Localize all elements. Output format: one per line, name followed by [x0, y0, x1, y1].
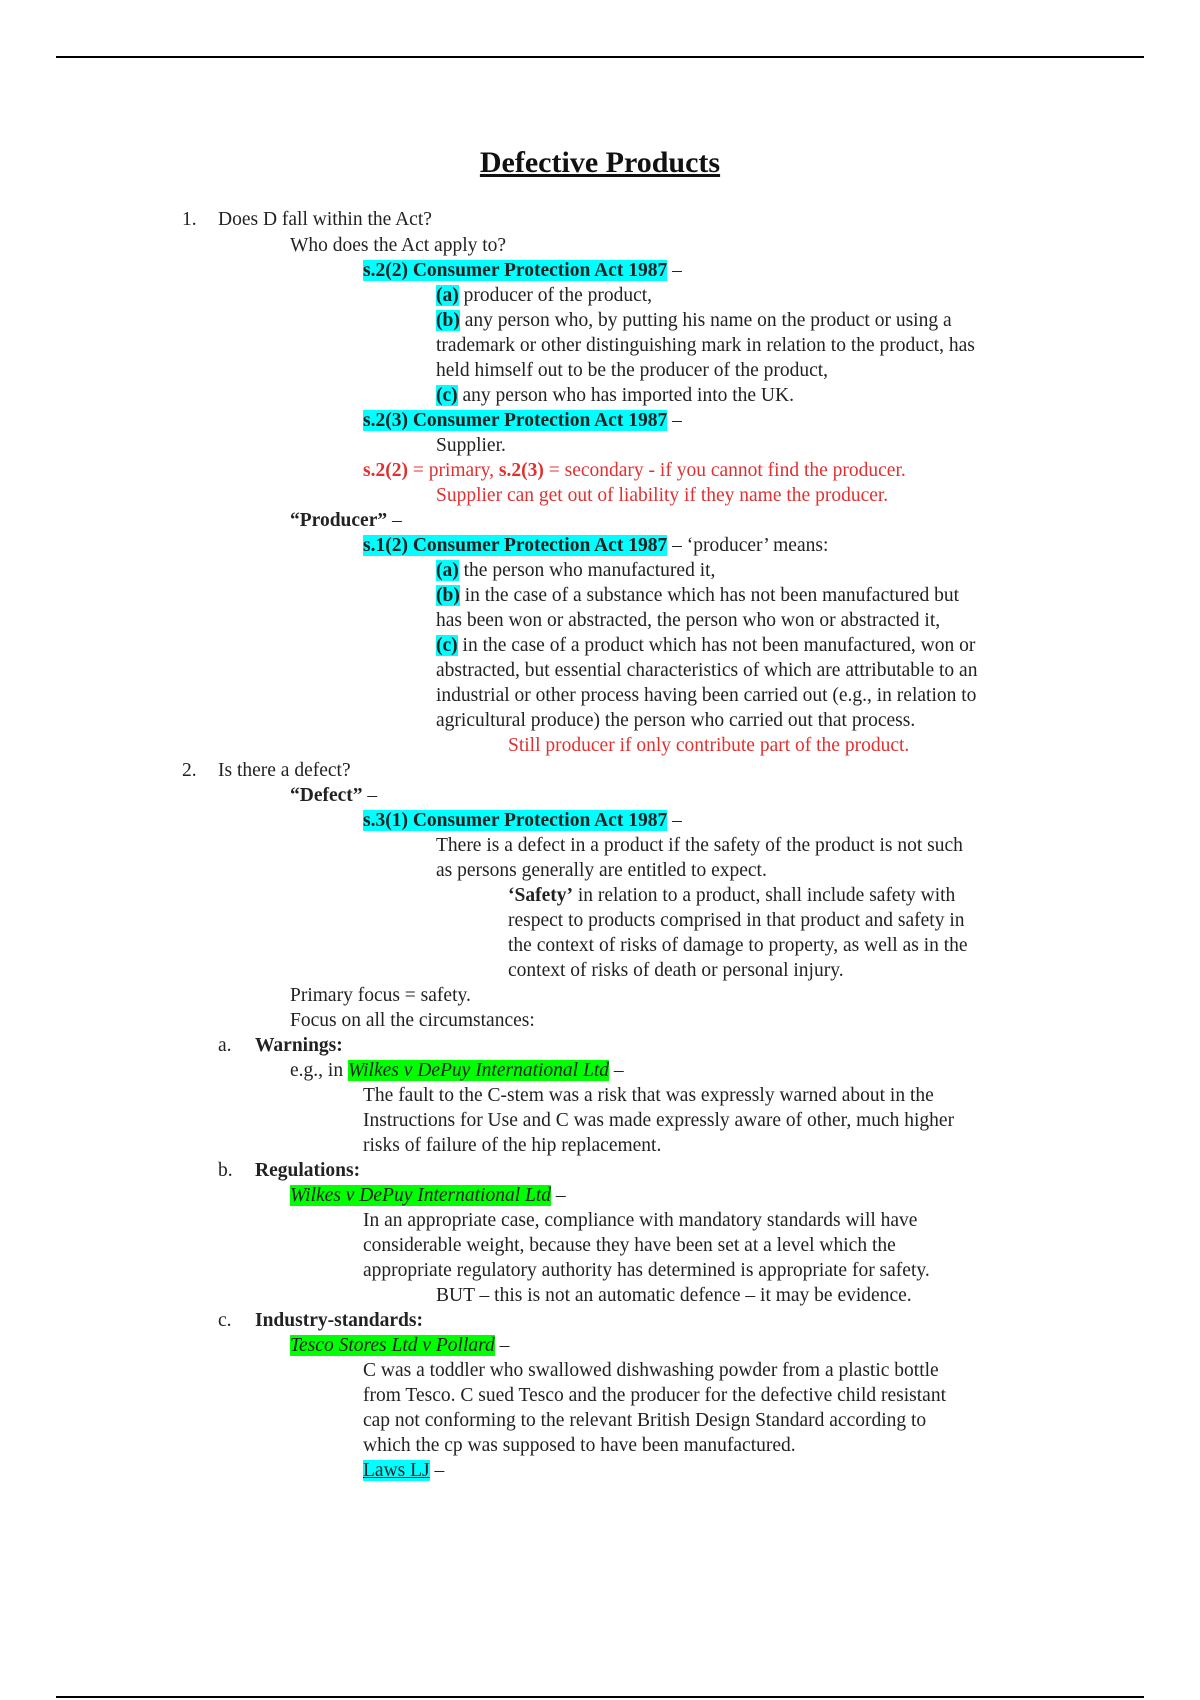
dash: – — [367, 785, 378, 806]
primary-focus: Primary focus = safety. — [290, 985, 471, 1006]
safety-definition — [508, 883, 955, 908]
safety-definition-cont: respect to products comprised in that product and safety in — [508, 910, 965, 931]
tag-c: (c) — [436, 385, 458, 406]
safety-text: in relation to a product, shall include safety with — [572, 885, 956, 906]
tag-a: (a) — [436, 560, 459, 581]
industry-text-cont3: which the cp was supposed to have been manufactured. — [363, 1435, 796, 1456]
q1-question: Does D fall within the Act? — [218, 209, 432, 230]
judge-laws-lj: Laws LJ — [363, 1460, 430, 1481]
dash: – — [392, 510, 402, 531]
producer-item-c-cont2: industrial or other process having been carried out (e.g., in relation to — [436, 685, 977, 706]
statute-s22: s.2(2) Consumer Protection Act 1987 — [363, 260, 668, 281]
regulations-text-cont2: appropriate regulatory authority has determined is appropriate for safety. — [363, 1260, 930, 1281]
supplier-liability-note: Supplier can get out of liability if they name the producer. — [436, 485, 889, 506]
statute-s12: s.1(2) Consumer Protection Act 1987 — [363, 535, 668, 556]
note-primary: = primary, — [407, 460, 499, 481]
defect-term: “Defect” — [290, 785, 363, 806]
dash: – — [499, 1335, 510, 1356]
regulations-text: In an appropriate case, compliance with mandatory standards will have — [363, 1210, 918, 1231]
statute-s31: s.3(1) Consumer Protection Act 1987 — [363, 810, 668, 831]
regulations-heading: Regulations: — [255, 1160, 361, 1181]
bottom-rule — [56, 1696, 1144, 1698]
defect-definition-cont: as persons generally are entitled to expect. — [436, 860, 767, 881]
producer-b-text: in the case of a substance which has not been manufactured but — [459, 585, 960, 606]
q2-question: Is there a defect? — [218, 760, 351, 781]
s23-heading — [363, 408, 682, 433]
warnings-letter: a. — [218, 1035, 232, 1056]
warnings-case-line — [290, 1058, 624, 1083]
item-b-text: any person who, by putting his name on the product or using a — [459, 310, 952, 331]
tag-b: (b) — [436, 310, 460, 331]
industry-case-line — [290, 1333, 509, 1358]
dash: – — [613, 1060, 624, 1081]
industry-text-cont: from Tesco. C sued Tesco and the producer for the defective child resistant — [363, 1385, 946, 1406]
industry-text: C was a toddler who swallowed dishwashing powder from a plastic bottle — [363, 1360, 939, 1381]
statute-s23: s.2(3) Consumer Protection Act 1987 — [363, 410, 668, 431]
regulations-case-line — [290, 1183, 566, 1208]
q1-who: Who does the Act apply to? — [290, 235, 507, 256]
dash: – — [672, 810, 682, 831]
q1-number: 1. — [182, 209, 197, 230]
defect-definition: There is a defect in a product if the safety of the product is not such — [436, 835, 963, 856]
list-item-b — [436, 308, 952, 333]
dash: – — [672, 410, 682, 431]
list-item-b-cont2: held himself out to be the producer of the product, — [436, 360, 829, 381]
regulations-letter: b. — [218, 1160, 233, 1181]
page-title: Defective Products — [479, 146, 721, 179]
case-tesco-pollard: Tesco Stores Ltd v Pollard — [290, 1335, 495, 1356]
producer-item-b — [436, 583, 959, 608]
warnings-text-cont: Instructions for Use and C was made expressly aware of other, much higher — [363, 1110, 955, 1131]
producer-item-a — [436, 558, 715, 583]
warnings-heading: Warnings: — [255, 1035, 343, 1056]
q2-number: 2. — [182, 760, 197, 781]
s12-tail: – ‘producer’ means: — [667, 535, 829, 556]
still-producer-note: Still producer if only contribute part of the product. — [508, 735, 910, 756]
tag-b: (b) — [436, 585, 460, 606]
dash: – — [434, 1460, 445, 1481]
safety-definition-cont2: the context of risks of damage to property, as well as in the — [508, 935, 968, 956]
producer-item-c-cont: abstracted, but essential characteristics of which are attributable to an — [436, 660, 978, 681]
producer-item-c-cont3: agricultural produce) the person who carried out that process. — [436, 710, 916, 731]
safety-term: ‘Safety’ — [508, 885, 573, 906]
item-a-text: producer of the product, — [458, 285, 653, 306]
tag-a: (a) — [436, 285, 459, 306]
tag-c: (c) — [436, 635, 458, 656]
case-wilkes-warnings: Wilkes v DePuy International Ltd — [347, 1060, 609, 1081]
dash: – — [555, 1185, 566, 1206]
regulations-text-cont: considerable weight, because they have been set at a level which the — [363, 1235, 896, 1256]
s12-heading — [363, 533, 828, 558]
list-item-b-cont: trademark or other distinguishing mark in relation to the product, has — [436, 335, 975, 356]
producer-item-c — [436, 633, 975, 658]
defect-heading — [290, 783, 377, 808]
note-s22: s.2(2) — [363, 460, 408, 481]
producer-c-text: in the case of a product which has not been manufactured, won or — [457, 635, 976, 656]
producer-heading — [290, 508, 402, 533]
industry-heading: Industry-standards: — [255, 1310, 423, 1331]
focus-circumstances: Focus on all the circumstances: — [290, 1010, 535, 1031]
industry-text-cont2: cap not conforming to the relevant British Design Standard according to — [363, 1410, 927, 1431]
supplier-text: Supplier. — [436, 435, 506, 456]
note-s23: s.2(3) — [498, 460, 544, 481]
primary-secondary-note — [363, 458, 906, 483]
producer-item-b-cont: has been won or abstracted, the person who won or abstracted it, — [436, 610, 941, 631]
s31-heading — [363, 808, 682, 833]
note-secondary: = secondary - if you cannot find the producer. — [543, 460, 906, 481]
list-item-a — [436, 283, 652, 308]
producer-a-text: the person who manufactured it, — [458, 560, 716, 581]
eg-text: e.g., in — [290, 1060, 348, 1081]
regulations-but: BUT – this is not an automatic defence – it may be evidence. — [436, 1285, 912, 1306]
item-c-text: any person who has imported into the UK. — [457, 385, 794, 406]
top-rule — [56, 56, 1144, 58]
judge-line — [363, 1458, 444, 1483]
warnings-text-cont2: risks of failure of the hip replacement. — [363, 1135, 662, 1156]
list-item-c — [436, 383, 794, 408]
s22-heading — [363, 258, 682, 283]
safety-definition-cont3: context of risks of death or personal injury. — [508, 960, 844, 981]
dash: – — [672, 260, 682, 281]
case-wilkes-regulations: Wilkes v DePuy International Ltd — [290, 1185, 552, 1206]
warnings-text: The fault to the C-stem was a risk that was expressly warned about in the — [363, 1085, 934, 1106]
producer-term: “Producer” — [290, 510, 388, 531]
industry-letter: c. — [218, 1310, 232, 1331]
